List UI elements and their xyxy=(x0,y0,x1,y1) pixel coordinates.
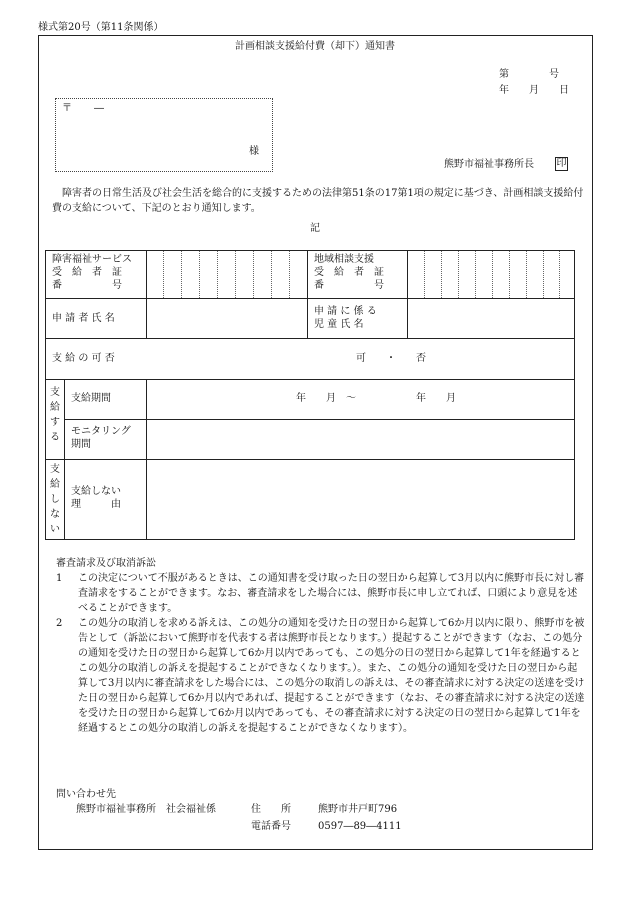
note-item-2: 2 この処分の取消しを求める訴えは、この処分の通知を受けた日の翌日から起算して6か月以内に限り、熊野市を被告として（訴訟において熊野市を代表する者は熊野市長となります。）提起することができます（なお、この処分の通知を受けた日の翌日から起算して6か月以内であっても、この処分の日の翌日から起算して1年を経過するとこの処分の取消しの訴えを提起することができなくなります。）。また、この処分の通知を受けた日の翌日から起算して3月以内に審査請求をした場合には、この処分の取消しの訴えは、その審査請求に対する決定の送達を受けた日の翌日から起算して6か月以内であれば、提起することができます（なお、その審査請求に対する決定の送達を受けた日の翌日から起算して6か月以内であっても、その審査請求に対する決定の日の翌日から起算して1年を経過するとこの処分の取消しの訴えを提起することができなくなります）。 xyxy=(56,618,585,734)
form-number: 様式第20号（第11条関係） xyxy=(38,22,164,33)
regional-cert-label: 地域相談支援 受 給 者 証 番 号 xyxy=(314,254,384,291)
notes-heading: 審査請求及び取消訴訟 xyxy=(56,558,156,569)
contact-heading: 問い合わせ先 xyxy=(56,789,116,800)
period-label: 支給期間 xyxy=(71,393,111,404)
contact-address-label: 住 所 xyxy=(251,804,291,815)
document-date: 年 月 日 xyxy=(499,85,569,96)
postal-mark: 〒 xyxy=(62,103,72,114)
cert-number-label: 障害福祉サービス 受 給 者 証 番 号 xyxy=(52,254,132,291)
period-value: 年 月 ～ 年 月 xyxy=(296,393,456,404)
applicant-name-label: 申 請 者 氏 名 xyxy=(52,313,115,324)
intro-paragraph: 障害者の日常生活及び社会生活を総合的に支援するための法律第51条の17第1項の規定に基づき、計画相談支援給付費の支給について、下記のとおり通知します。 xyxy=(52,188,584,214)
monitoring-label: モニタリング 期間 xyxy=(71,426,131,450)
ki-label: 記 xyxy=(310,223,320,234)
child-name-label: 申 請 に 係 る 児 童 氏 名 xyxy=(314,306,377,330)
document-title: 計画相談支援給付費（却下）通知書 xyxy=(235,41,395,52)
seal-mark: 印 xyxy=(556,158,567,169)
approval-value: 可 ・ 否 xyxy=(356,353,426,364)
reason-label: 支給しない 理 由 xyxy=(71,486,121,510)
contact-phone: 0597―89―4111 xyxy=(318,821,402,832)
contact-address: 熊野市井戸町796 xyxy=(318,804,398,815)
sender-name: 熊野市福祉事務所長 xyxy=(444,159,534,170)
approval-label: 支 給 の 可 否 xyxy=(52,353,115,364)
give-vertical-label: 支給する xyxy=(50,387,60,443)
nogive-vertical-label: 支給しない xyxy=(50,464,60,535)
note-item-1: 1 この決定について不服があるときは、この通知書を受け取った日の翌日から起算して3月以内に熊野市長に対し審査請求をすることができます。なお、審査請求をした場合には、熊野市長に申し立てれば、口頭により意見を述べることができます。 xyxy=(56,573,585,614)
contact-phone-label: 電話番号 xyxy=(251,821,291,832)
contact-office: 熊野市福祉事務所 社会福祉係 xyxy=(76,804,216,815)
addressee-suffix: 様 xyxy=(249,146,259,157)
benefit-table xyxy=(45,250,575,540)
postal-dash: ― xyxy=(94,103,104,114)
address-box xyxy=(55,98,273,172)
document-number: 第 号 xyxy=(499,69,559,80)
